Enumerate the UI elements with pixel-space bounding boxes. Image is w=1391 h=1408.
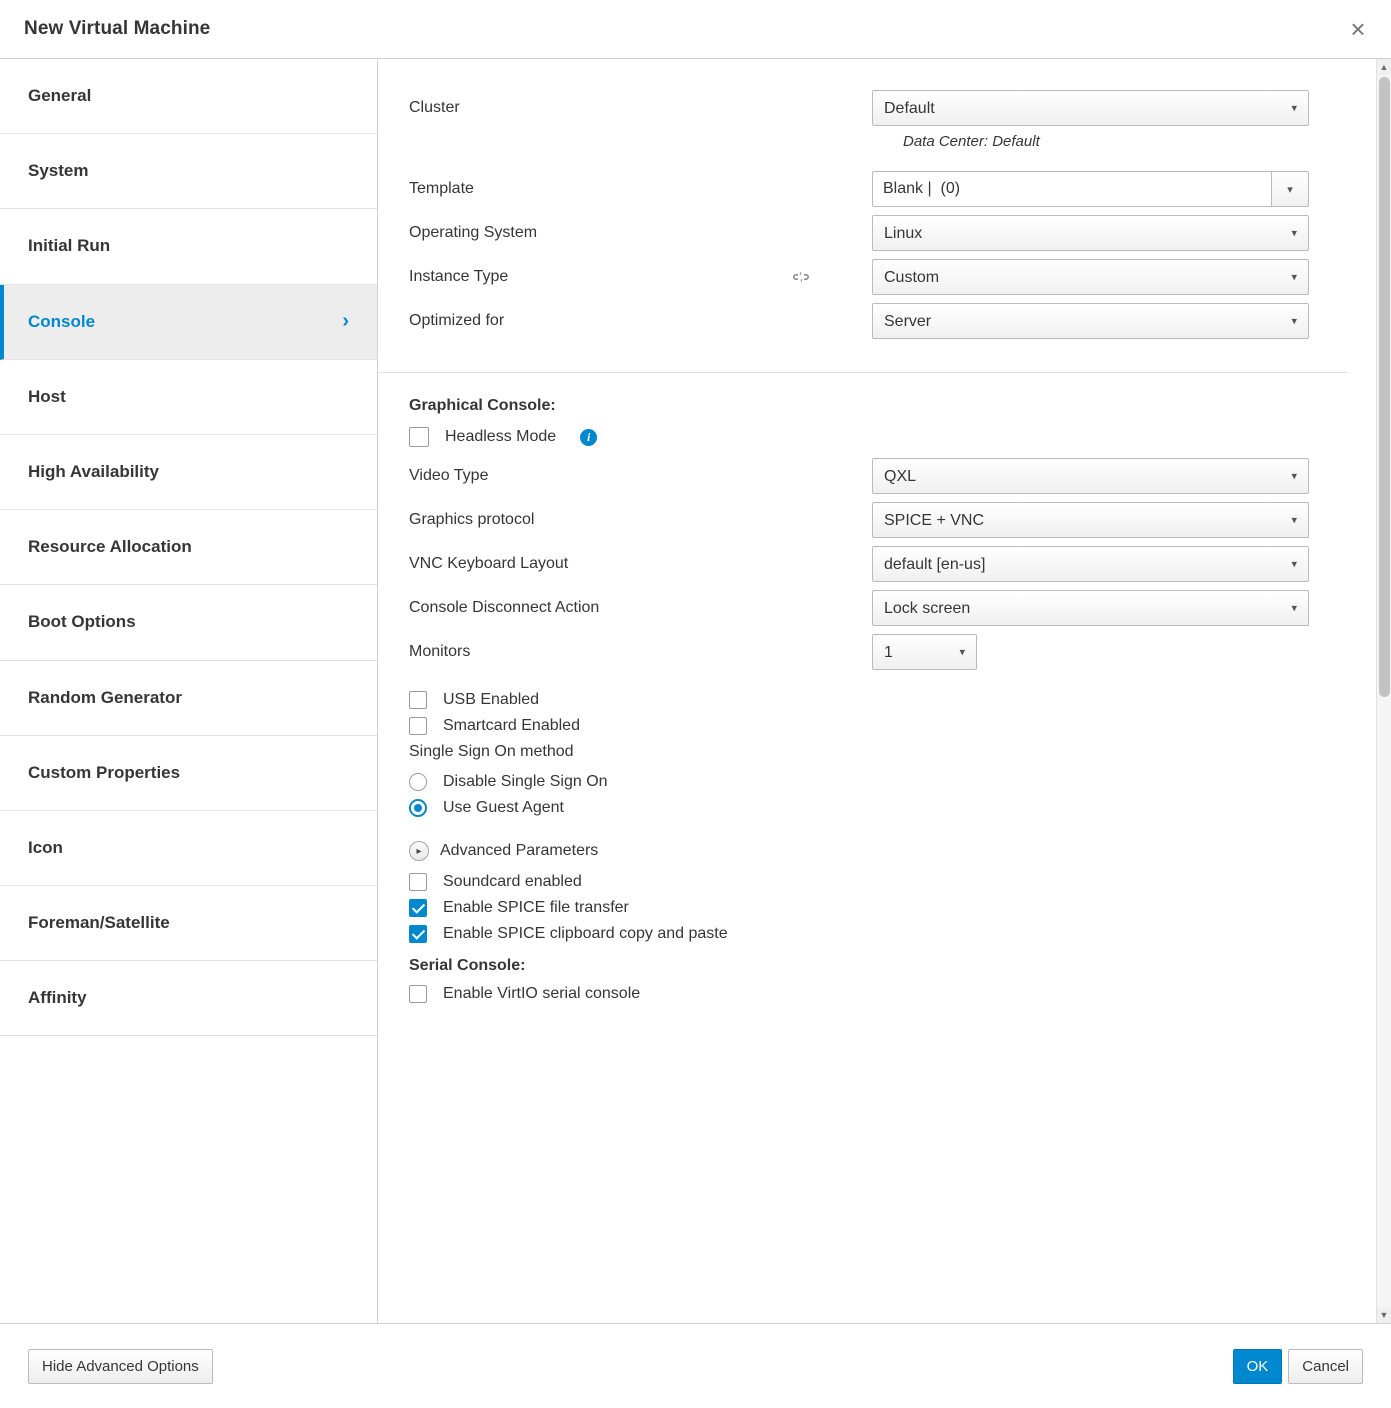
- vnc-keyboard-layout-label: VNC Keyboard Layout: [409, 555, 569, 572]
- sidebar-item-boot-options[interactable]: [0, 585, 377, 660]
- optimized-for-select-wrap: [872, 303, 1309, 339]
- monitors-label-wrap: [378, 643, 872, 661]
- headless-mode-label: Headless Mode: [445, 428, 557, 445]
- monitors-select-wrap: [872, 634, 977, 670]
- operating-system-select-wrap: [872, 215, 1309, 251]
- sidebar-item-random-generator[interactable]: [0, 661, 377, 736]
- advanced-parameters-row[interactable]: [378, 841, 1376, 861]
- graphics-protocol-control: [872, 502, 1376, 538]
- close-icon[interactable]: ×: [1343, 14, 1373, 44]
- cancel-button[interactable]: Cancel: [1288, 1349, 1363, 1384]
- template-control: [872, 171, 1348, 207]
- sidebar-item-system[interactable]: [0, 134, 377, 209]
- instance-type-select[interactable]: [872, 259, 1309, 295]
- sso-disable-radio[interactable]: [409, 773, 427, 791]
- operating-system-control: [872, 215, 1348, 251]
- scrollbar-thumb[interactable]: [1379, 77, 1390, 697]
- console-disconnect-action-select[interactable]: [872, 590, 1309, 626]
- sidebar-item-high-availability[interactable]: [0, 435, 377, 510]
- spice-file-transfer-checkbox[interactable]: [409, 899, 427, 917]
- sidebar-item-foreman-satellite[interactable]: [0, 886, 377, 961]
- expand-arrow-icon[interactable]: ▸: [409, 841, 429, 861]
- dialog-titlebar: [0, 0, 1391, 59]
- soundcard-enabled-label: Soundcard enabled: [443, 873, 582, 890]
- sso-guest-agent-row: [378, 799, 1376, 817]
- chevron-right-icon: ›: [342, 310, 349, 333]
- sso-guest-agent-label: Use Guest Agent: [443, 799, 564, 816]
- chevron-down-icon: ▾: [1291, 271, 1297, 284]
- template-label-wrap: [378, 180, 872, 198]
- virtio-serial-console-label: Enable VirtIO serial console: [443, 985, 641, 1002]
- sidebar-item-label: Random Generator: [28, 687, 182, 707]
- scroll-down-arrow-icon[interactable]: ▼: [1377, 1307, 1391, 1323]
- vnc-keyboard-layout-row: [378, 545, 1376, 583]
- vnc-keyboard-layout-control: [872, 546, 1376, 582]
- operating-system-row: [378, 214, 1348, 252]
- cluster-control: [872, 90, 1348, 126]
- instance-type-label-wrap: [378, 268, 872, 286]
- sidebar: [0, 59, 378, 1323]
- scroll-up-arrow-icon[interactable]: ▲: [1377, 59, 1391, 75]
- virtio-serial-console-row: [378, 985, 1376, 1003]
- sidebar-item-initial-run[interactable]: [0, 209, 377, 284]
- spice-clipboard-row: [378, 925, 1376, 943]
- graphical-console-title: Graphical Console:: [409, 397, 556, 414]
- optimized-for-row: [378, 302, 1348, 340]
- graphics-protocol-row: [378, 501, 1376, 539]
- sidebar-item-label: System: [28, 161, 89, 181]
- sidebar-item-label: Resource Allocation: [28, 537, 192, 557]
- footer-actions: [1233, 1349, 1363, 1384]
- video-type-select[interactable]: [872, 458, 1309, 494]
- vnc-keyboard-layout-select-wrap: [872, 546, 1309, 582]
- graphics-protocol-label: Graphics protocol: [409, 511, 535, 528]
- console-disconnect-action-row: [378, 589, 1376, 627]
- chevron-down-icon: ▾: [1291, 102, 1297, 115]
- dialog-body: [0, 59, 1391, 1324]
- video-type-label-wrap: [378, 467, 872, 485]
- graphics-protocol-label-wrap: [378, 511, 872, 529]
- dialog-title: New Virtual Machine: [24, 18, 211, 39]
- video-type-label: Video Type: [409, 467, 489, 484]
- smartcard-enabled-label: Smartcard Enabled: [443, 717, 580, 734]
- sidebar-item-label: Initial Run: [28, 236, 111, 256]
- advanced-parameters-label: Advanced Parameters: [440, 842, 599, 859]
- sidebar-item-custom-properties[interactable]: [0, 736, 377, 811]
- cluster-row: [378, 89, 1348, 127]
- graphics-protocol-select[interactable]: [872, 502, 1309, 538]
- spice-clipboard-label: Enable SPICE clipboard copy and paste: [443, 925, 728, 942]
- optimized-for-label-wrap: [378, 312, 872, 330]
- chevron-down-icon: ▾: [1291, 227, 1297, 240]
- console-disconnect-action-label-wrap: [378, 599, 872, 617]
- vm-basic-section: [378, 59, 1348, 373]
- chevron-down-icon: ▾: [1291, 470, 1297, 483]
- sidebar-item-host[interactable]: [0, 360, 377, 435]
- data-center-note: Data Center: Default: [903, 133, 1040, 150]
- sidebar-item-label: Console: [28, 311, 96, 331]
- ok-button[interactable]: OK: [1233, 1349, 1283, 1384]
- soundcard-enabled-checkbox[interactable]: [409, 873, 427, 891]
- graphical-console-section: [378, 373, 1376, 1021]
- monitors-row: [378, 633, 1376, 671]
- template-input[interactable]: [872, 171, 1271, 207]
- chevron-down-icon: ▾: [959, 646, 965, 659]
- operating-system-label: Operating System: [409, 224, 538, 241]
- spice-file-transfer-label: Enable SPICE file transfer: [443, 899, 629, 916]
- video-type-row: [378, 457, 1376, 495]
- content-scrollbar[interactable]: [1376, 59, 1391, 1323]
- smartcard-enabled-row: [378, 717, 1376, 735]
- console-disconnect-action-select-wrap: [872, 590, 1309, 626]
- video-type-control: [872, 458, 1376, 494]
- virtio-serial-console-checkbox[interactable]: [409, 985, 427, 1003]
- sidebar-item-affinity[interactable]: [0, 961, 377, 1036]
- cluster-select[interactable]: [872, 90, 1309, 126]
- soundcard-enabled-row: [378, 873, 1376, 891]
- chevron-down-icon: ▾: [1291, 514, 1297, 527]
- sidebar-item-label: High Availability: [28, 462, 159, 482]
- sidebar-item-icon[interactable]: [0, 811, 377, 886]
- vnc-keyboard-layout-label-wrap: [378, 555, 872, 573]
- sidebar-item-label: Icon: [28, 837, 63, 857]
- dialog-footer: [0, 1324, 1391, 1408]
- instance-type-select-wrap: [872, 259, 1309, 295]
- chevron-down-icon: ▾: [1291, 315, 1297, 328]
- optimized-for-label: Optimized for: [409, 312, 505, 329]
- template-dropdown-button[interactable]: ▾: [1271, 171, 1309, 207]
- cluster-label-wrap: [378, 99, 872, 117]
- hide-advanced-options-button[interactable]: Hide Advanced Options: [28, 1349, 213, 1384]
- single-sign-on-title: Single Sign On method: [409, 743, 574, 760]
- info-icon[interactable]: i: [580, 429, 597, 446]
- sidebar-item-label: Affinity: [28, 988, 87, 1008]
- serial-console-title: Serial Console:: [409, 957, 526, 974]
- sidebar-item-label: General: [28, 86, 92, 106]
- chevron-down-icon: ▾: [1291, 558, 1297, 571]
- usb-enabled-checkbox[interactable]: [409, 691, 427, 709]
- sidebar-item-resource-allocation[interactable]: [0, 510, 377, 585]
- content-area: [378, 59, 1391, 1323]
- video-type-select-wrap: [872, 458, 1309, 494]
- headless-mode-checkbox[interactable]: [409, 427, 429, 447]
- template-row: [378, 170, 1348, 208]
- sidebar-item-label: Custom Properties: [28, 762, 181, 782]
- sidebar-item-label: Host: [28, 386, 66, 406]
- monitors-control: [872, 634, 1376, 670]
- vnc-keyboard-layout-select[interactable]: [872, 546, 1309, 582]
- sidebar-item-label: Boot Options: [28, 612, 136, 632]
- operating-system-label-wrap: [378, 224, 872, 242]
- usb-enabled-label: USB Enabled: [443, 691, 540, 708]
- sidebar-item-label: Foreman/Satellite: [28, 913, 170, 933]
- optimized-for-control: [872, 303, 1348, 339]
- instance-type-label: Instance Type: [409, 268, 509, 285]
- optimized-for-select[interactable]: [872, 303, 1309, 339]
- spice-clipboard-checkbox[interactable]: [409, 925, 427, 943]
- spice-file-transfer-row: [378, 899, 1376, 917]
- console-disconnect-action-label: Console Disconnect Action: [409, 599, 600, 616]
- template-label: Template: [409, 180, 474, 197]
- instance-type-control: [872, 259, 1348, 295]
- chain-broken-icon: [790, 270, 812, 284]
- cluster-label: Cluster: [409, 99, 460, 116]
- sso-disable-label: Disable Single Sign On: [443, 773, 608, 790]
- sidebar-item-general[interactable]: [0, 59, 377, 134]
- chevron-down-icon: ▾: [1291, 602, 1297, 615]
- sso-disable-row: [378, 773, 1376, 791]
- usb-enabled-row: [378, 691, 1376, 709]
- operating-system-select[interactable]: [872, 215, 1309, 251]
- sso-guest-agent-radio[interactable]: [409, 799, 427, 817]
- cluster-select-wrap: [872, 90, 1309, 126]
- monitors-select[interactable]: [872, 634, 977, 670]
- sidebar-item-console[interactable]: [0, 285, 377, 360]
- console-settings-panel: [378, 59, 1376, 1323]
- monitors-label: Monitors: [409, 643, 471, 660]
- template-field: [872, 171, 1309, 207]
- smartcard-enabled-checkbox[interactable]: [409, 717, 427, 735]
- headless-mode-row: [378, 427, 1376, 447]
- graphics-protocol-select-wrap: [872, 502, 1309, 538]
- console-disconnect-action-control: [872, 590, 1376, 626]
- instance-type-row: [378, 258, 1348, 296]
